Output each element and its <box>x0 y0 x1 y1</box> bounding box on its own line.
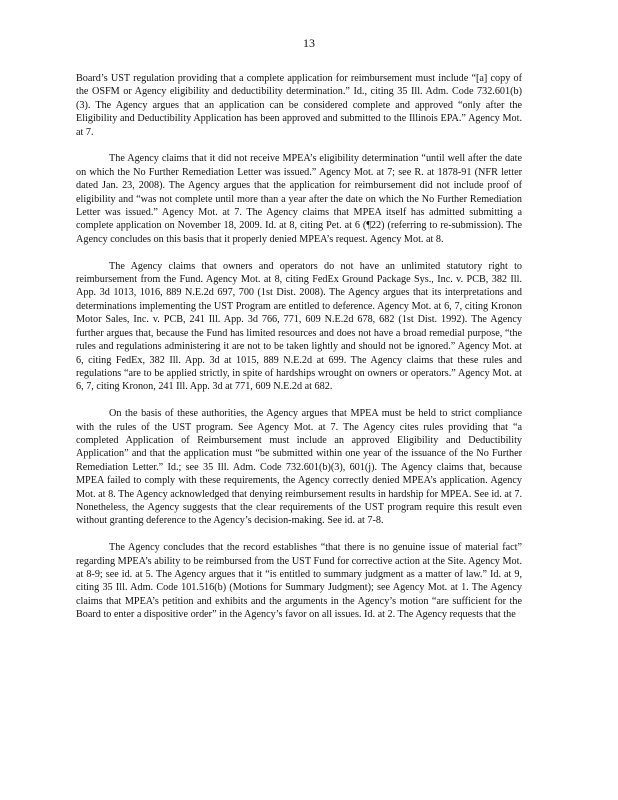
paragraph: The Agency claims that owners and operators do not have an unlimited statutory right to reimbursement from the Fund. Agency Mot. at 8, citing FedEx Ground Package Sys., Inc. v. PCB, 382 Ill. App. 3d 1013, 1016, 889 N.E.2d 697, 700 (1st Dist. 2008). The Agency argues that its interpretations and determinations implementing the UST Program are entitled to deference. Agency Mot. at 6, 7, citing Kronon Motor Sales, Inc. v. PCB, 241 Ill. App. 3d 766, 771, 609 N.E.2d 678, 682 (1st Dist. 1992). The Agency further argues that, because the Fund has limited resources and does not have a broad remedial purpose, “the rules and regulations administering it are not to be taken lightly and should not be ignored.” Agency Mot. at 6, citing FedEx, 382 Ill. App. 3d at 1015, 889 N.E.2d at 699. The Agency claims that these rules and regulations “are to be applied strictly, in spite of hardships wrought on owners or operators.” Agency Mot. at 6, 7, citing Kronon, 241 Ill. App. 3d at 771, 609 N.E.2d at 682. <box>76 260 522 393</box>
paragraph: On the basis of these authorities, the Agency argues that MPEA must be held to strict compliance with the rules of the UST program. See Agency Mot. at 7. The Agency cites rules providing that “a completed Application of Reimbursement must include an approved Eligibility and Deductibility Application” and that the application must “be submitted within one year of the issuance of the No Further Remediation Letter.” Id.; see 35 Ill. Adm. Code 732.601(b)(3), 601(j). The Agency claims that, because MPEA failed to comply with these requirements, the Agency correctly denied MPEA’s application. Agency Mot. at 8. The Agency acknowledged that denying reimbursement results in hardship for MPEA. See id. at 7. Nonetheless, the Agency suggests that the clear requirements of the UST program require this result even without granting deference to the Agency’s decision-making. See id. at 7-8. <box>76 408 522 527</box>
paragraph: The Agency concludes that the record establishes “that there is no genuine issue of material fact” regarding MPEA’s ability to be reimbursed from the UST Fund for corrective action at the Site. Agency Mot. at 8-9; see id. at 5. The Agency argues that it “is entitled to summary judgment as a matter of law.” Id. at 9, citing 35 Ill. Adm. Code 101.516(b) (Motions for Summary Judgment); see Agency Mot. at 1. The Agency claims that MPEA’s petition and exhibits and the arguments in the Agency’s motion “are sufficient for the Board to enter a dispositive order” in the Agency’s favor on all issues. Id. at 2. The Agency requests that the <box>76 542 522 621</box>
paragraph: The Agency claims that it did not receive MPEA’s eligibility determination “until well after the date on which the No Further Remediation Letter was issued.” Agency Mot. at 7; see R. at 1878-91 (NFR letter dated Jan. 23, 2008). The Agency argues that the application for reimbursement did not include proof of eligibility and “was not complete until more than a year after the date on which the No Further Remediation Letter was issued.” Agency Mot. at 7. The Agency claims that MPEA itself has admitted submitting a complete application on November 18, 2009. Id. at 8, citing Pet. at 6 (¶22) (referring to re-submission). The Agency concludes on this basis that it properly denied MPEA’s request. Agency Mot. at 8. <box>76 153 522 245</box>
page-number: 13 <box>303 36 315 50</box>
paragraph: Board’s UST regulation providing that a complete application for reimbursement must include “[a] copy of the OSFM or Agency eligibility and deductibility determination.” Id., citing 35 Ill. Adm. Code 732.601(b)(3). The Agency argues that an application can be considered complete and approved “only after the Eligibility and Deductibility Application has been approved and submitted to the Illinois EPA.” Agency Mot. at 7. <box>76 73 522 138</box>
body-text <box>76 72 522 635</box>
